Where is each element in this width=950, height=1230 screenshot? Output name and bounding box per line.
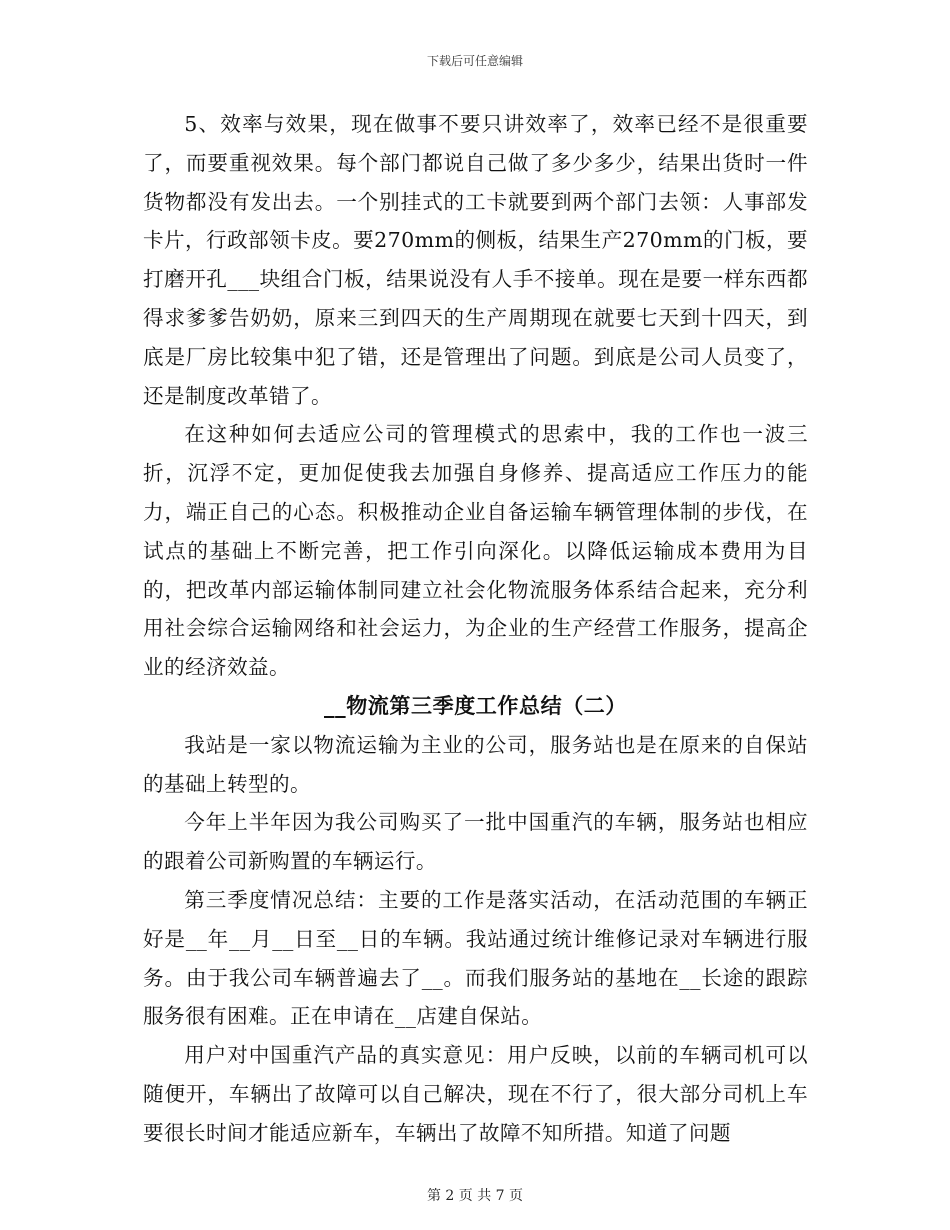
page-header: 下载后可任意编辑 (426, 54, 523, 68)
page-footer: 第 2 页 共 7 页 (426, 1188, 524, 1204)
paragraph-q3-summary: 第三季度情况总结：主要的工作是落实活动，在活动范围的车辆正好是__年__月__日至__日的车辆。我站通过统计维修记录对车辆进行服务。由于我公司车辆普遍去了__。而我们服务站的基地在__长途的跟踪服务很有困难。正在申请在__店建自保站。 (143, 887, 808, 1029)
paragraph-company-intro: 我站是一家以物流运输为主业的公司，服务站也是在原来的自保站的基础上转型的。 (143, 732, 808, 796)
document-body (143, 105, 808, 1153)
paragraph-user-feedback: 用户对中国重汽产品的真实意见：用户反映，以前的车辆司机可以随便开，车辆出了故障可以自己解决，现在不行了，很大部分司机上车要很长时间才能适应新车，车辆出了故障不知所措。知道了问题 (143, 1043, 808, 1145)
section-title: __物流第三季度工作总结（二） (324, 692, 627, 718)
paragraph-efficiency: 5、效率与效果，现在做事不要只讲效率了，效率已经不是很重要了，而要重视效果。每个部门都说自己做了多少多少，结果出货时一件货物都没有发出去。一个别挂式的工卡就要到两个部门去领：人事部发卡片，行政部领卡皮。要270mm的侧板，结果生产270mm的门板，要打磨开孔___块组合门板，结果说没有人手不接单。现在是要一样东西都得求爹爹告奶奶，原来三到四天的生产周期现在就要七天到十四天，到底是厂房比较集中犯了错，还是管理出了问题。到底是公司人员变了，还是制度改革错了。 (143, 112, 808, 408)
paragraph-adaptation: 在这种如何去适应公司的管理模式的思索中，我的工作也一波三折，沉浮不定，更加促使我去加强自身修养、提高适应工作压力的能力，端正自己的心态。积极推动企业自备运输车辆管理体制的步伐，在试点的基础上不断完善，把工作引向深化。以降低运输成本费用为目的，把改革内部运输体制同建立社会化物流服务体系结合起来，充分利用社会综合运输网络和社会运力，为企业的生产经营工作服务，提高企业的经济效益。 (143, 422, 808, 680)
paragraph-vehicle-purchase: 今年上半年因为我公司购买了一批中国重汽的车辆，服务站也相应的跟着公司新购置的车辆运行。 (143, 810, 808, 874)
